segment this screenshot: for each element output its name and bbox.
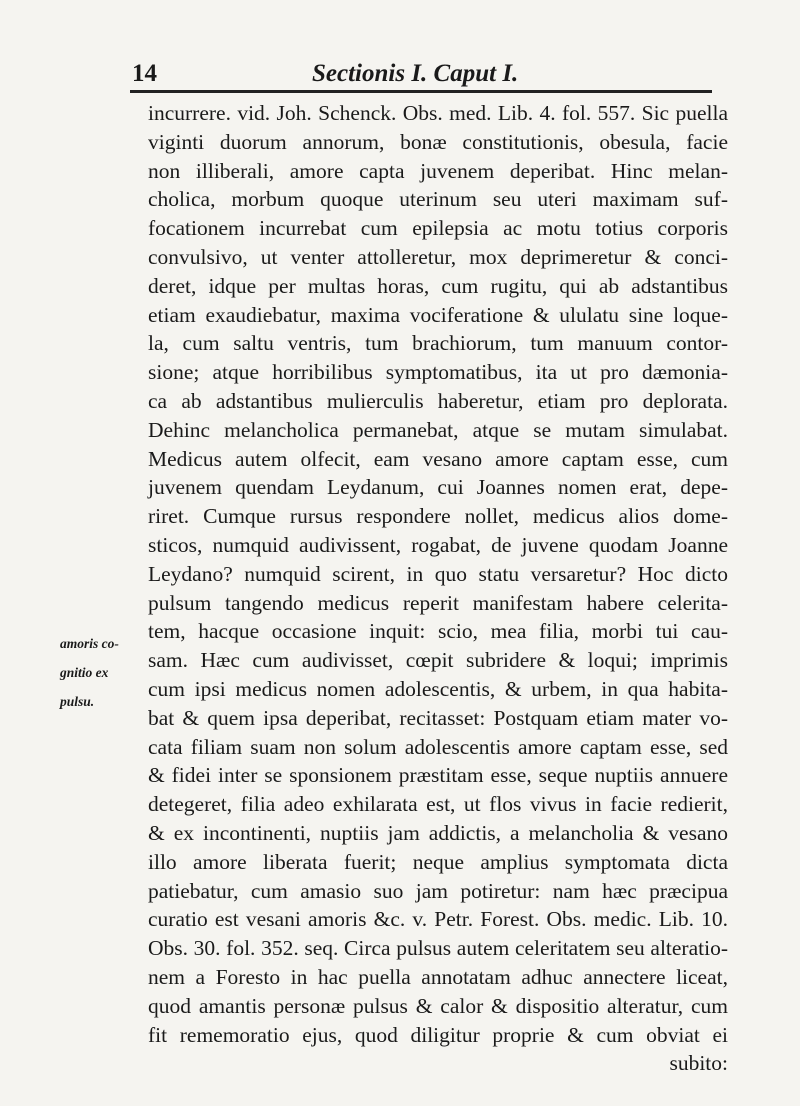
- text-line: & fidei inter se sponsionem præstitam esse, seque nuptiis annuere: [148, 763, 728, 788]
- text-line: etiam exaudiebatur, maxima vociferatione & ululatu sine loque-: [148, 302, 728, 327]
- running-head: Sectionis I. Caput I.: [312, 60, 519, 87]
- text-line: convulsivo, ut venter attolleretur, mox deprimeretur & conci-: [148, 244, 728, 269]
- margin-note-line: gnitio ex: [60, 664, 109, 680]
- text-line: sam. Hæc cum audivisset, cœpit subridere & loqui; imprimis: [148, 648, 728, 673]
- page-number: 14: [132, 60, 157, 87]
- page-header: [132, 60, 710, 88]
- text-line: non illiberali, amore capta juvenem deperibat. Hinc melan-: [148, 158, 728, 183]
- margin-note-line: pulsu.: [60, 693, 95, 709]
- text-line: fit rememoratio ejus, quod diligitur proprie & cum obviat ei: [148, 1022, 728, 1047]
- catchword: subito:: [669, 1051, 728, 1076]
- text-line: riret. Cumque rursus respondere nollet, medicus alios dome-: [148, 504, 728, 529]
- margin-note-line: amoris co-: [60, 636, 119, 651]
- text-line: detegeret, filia adeo exhilarata est, ut flos vivus in facie redierit,: [148, 792, 728, 817]
- text-line: cum ipsi medicus nomen adolescentis, & urbem, in qua habita-: [148, 676, 728, 701]
- text-line: nem a Foresto in hac puella annotatam adhuc annectere liceat,: [148, 964, 728, 989]
- text-line: bat & quem ipsa deperibat, recitasset: Postquam etiam mater vo-: [148, 705, 728, 730]
- text-line: la, cum saltu ventris, tum brachiorum, tum manuum contor-: [148, 331, 728, 356]
- text-line: illo amore liberata fuerit; neque amplius symptomata dicta: [148, 849, 728, 874]
- text-line: ca ab adstantibus mulierculis haberetur, etiam pro deplorata.: [148, 388, 728, 413]
- header-rule: [130, 90, 712, 93]
- text-line: sione; atque horribilibus symptomatibus, ita ut pro dæmonia-: [148, 360, 728, 385]
- margin-note: [60, 630, 150, 716]
- text-line: focationem incurrebat cum epilepsia ac motu totius corporis: [148, 216, 728, 241]
- text-line: sticos, numquid audivissent, rogabat, de juvene quodam Joanne: [148, 532, 728, 557]
- text-line: cata filiam suam non solum adolescentis amore captam esse, sed: [148, 734, 728, 759]
- text-line: viginti duorum annorum, bonæ constitutionis, obesula, facie: [148, 129, 728, 154]
- text-line: juvenem quendam Leydanum, cui Joannes nomen erat, depe-: [148, 475, 728, 500]
- text-line: Obs. 30. fol. 352. seq. Circa pulsus autem celeritatem seu alteratio-: [148, 936, 728, 961]
- text-line: & ex incontinenti, nuptiis jam addictis, a melancholia & vesano: [148, 820, 728, 845]
- text-line: pulsum tangendo medicus reperit manifestam habere celerita-: [148, 590, 728, 615]
- text-line: Leydano? numquid scirent, in quo statu versaretur? Hoc dicto: [148, 561, 728, 586]
- text-line: cholica, morbum quoque uterinum seu uteri maximam suf-: [148, 187, 728, 212]
- text-line: deret, idque per multas horas, cum rugitu, qui ab adstantibus: [148, 273, 728, 298]
- text-line: incurrere. vid. Joh. Schenck. Obs. med. Lib. 4. fol. 557. Sic puella: [148, 101, 728, 125]
- body-text: [148, 99, 728, 1078]
- text-line: patiebatur, cum amasio suo jam potiretur: nam hæc præcipua: [148, 878, 728, 903]
- text-line: tem, hacque occasione inquit: scio, mea filia, morbi tui cau-: [148, 619, 728, 644]
- text-line: Dehinc melancholica permanebat, atque se mutam simulabat.: [148, 417, 728, 442]
- text-line: quod amantis personæ pulsus & calor & dispositio alteratur, cum: [148, 993, 728, 1018]
- text-line: curatio est vesani amoris &c. v. Petr. Forest. Obs. medic. Lib. 10.: [148, 907, 728, 932]
- text-line: Medicus autem olfecit, eam vesano amore captam esse, cum: [148, 446, 728, 471]
